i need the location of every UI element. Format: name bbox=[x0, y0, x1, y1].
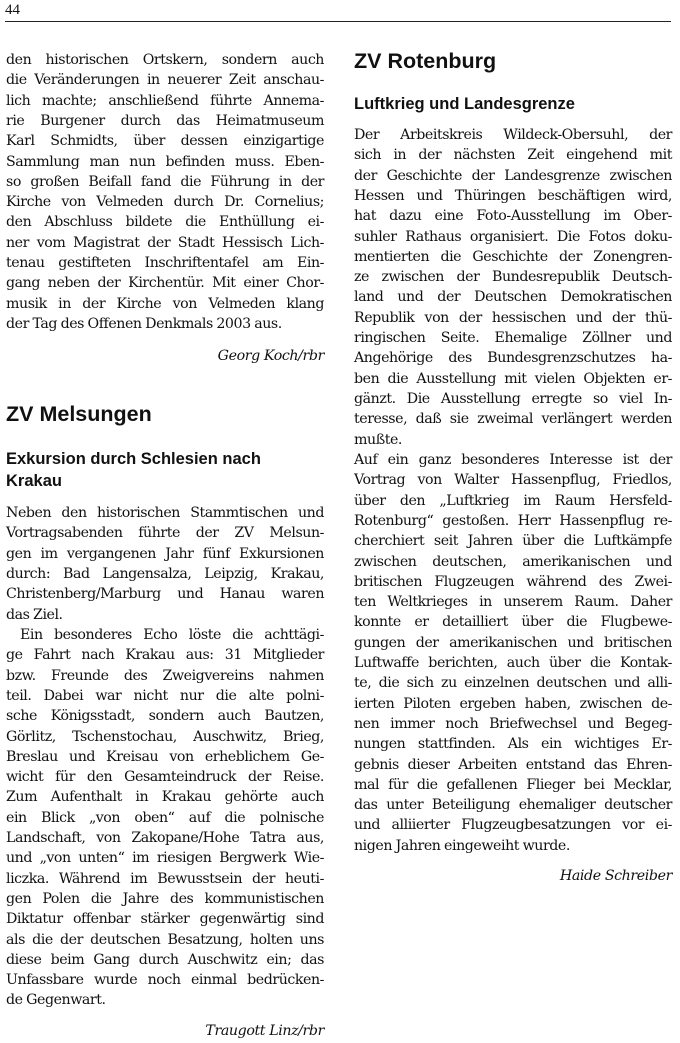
section-heading: ZV Melsungen bbox=[6, 402, 152, 426]
text-line: gebnis dieser Arbeiten entstand das Ehren- bbox=[354, 756, 672, 773]
text-line: Ein besonderes Echo löste die achttägi- bbox=[20, 627, 324, 643]
text-line: gen im vergangenen Jahr fünf Exkursionen bbox=[6, 545, 324, 562]
text-line: Hessen und Thüringen beschäftigen wird, bbox=[354, 187, 672, 204]
article-signature: Georg Koch/rbr bbox=[217, 348, 324, 364]
text-line: gang neben der Kirchentür. Mit einer Chor- bbox=[6, 275, 324, 292]
text-line: so großen Beifall fand die Führung in der bbox=[6, 173, 324, 190]
text-line: cherchiert seit Jahren über die Luftkämpfe bbox=[354, 533, 672, 550]
text-line: britischen Flugzeugen während des Zwei- bbox=[354, 573, 672, 590]
page-number: 44 bbox=[5, 2, 20, 18]
text-line: wicht für den Gesamteindruck der Reise. bbox=[6, 769, 324, 786]
text-line: Zum Aufenthalt in Krakau gehörte auch bbox=[6, 789, 324, 806]
text-line: Sammlung man nun befinden muss. Eben- bbox=[6, 153, 324, 170]
text-line: de Gegenwart. bbox=[6, 992, 106, 1009]
text-line: den Abschluss bildete die Enthüllung ei- bbox=[6, 214, 324, 231]
text-line: ben die Ausstellung mit vielen Objekten er- bbox=[354, 370, 672, 387]
text-line: Görlitz, Tschenstochau, Auschwitz, Brieg, bbox=[6, 728, 324, 745]
text-line: den historischen Ortskern, sondern auch bbox=[6, 52, 324, 68]
text-line: Karl Schmidts, über dessen einzigartige bbox=[6, 133, 324, 150]
text-line: hat dazu eine Foto-Ausstellung im Ober- bbox=[354, 208, 672, 225]
text-line: ze zwischen der Bundesrepublik Deutsch- bbox=[354, 269, 672, 286]
text-line: gungen der amerikanischen und britischen bbox=[354, 634, 672, 651]
text-line: Der Arbeitskreis Wildeck-Obersuhl, der bbox=[354, 127, 672, 143]
text-line: Vortrag von Walter Hassenpflug, Friedlos, bbox=[354, 472, 672, 489]
text-line: durch: Bad Langensalza, Leipzig, Krakau, bbox=[6, 565, 324, 582]
text-line: mußte. bbox=[354, 431, 402, 448]
text-line: Republik von der hessischen und der thü- bbox=[354, 309, 672, 326]
text-line: lich machte; anschließend führte Annema- bbox=[6, 92, 324, 109]
text-line: ner vom Magistrat der Stadt Hessisch Lich- bbox=[6, 234, 324, 251]
text-line: Auf ein ganz besonderes Interesse ist der bbox=[354, 452, 672, 468]
text-line: gänzt. Die Ausstellung erregte so viel In- bbox=[354, 390, 672, 407]
text-line: das Ziel. bbox=[6, 606, 63, 623]
text-line: teil. Dabei war nicht nur die alte polni- bbox=[6, 687, 324, 704]
text-line: konnte er detailliert über die Flugbewe- bbox=[354, 614, 672, 631]
text-line: gen Polen die Jahre des kommunistischen bbox=[6, 890, 324, 907]
text-line: als die der deutschen Besatzung, holten uns bbox=[6, 931, 324, 948]
text-line: nungen stattfinden. Als ein wichtiges Er- bbox=[354, 736, 672, 753]
text-line: und alliierter Flugzeugbesatzungen vor ei- bbox=[354, 817, 672, 834]
text-line: nigen Jahren eingeweiht wurde. bbox=[354, 837, 570, 854]
text-line: ge Fahrt nach Krakau aus: 31 Mitglieder bbox=[6, 647, 324, 664]
text-line: das unter Beteiligung ehemaliger deutscher bbox=[354, 797, 672, 814]
text-line: ein Blick „von oben“ auf die polnische bbox=[6, 809, 324, 826]
text-line: Luftwaffe berichten, auch über die Kontak- bbox=[354, 655, 672, 671]
article-signature: Traugott Linz/rbr bbox=[205, 1023, 324, 1039]
text-line: mentierten die Geschichte der Zonengren- bbox=[354, 248, 672, 265]
text-line: liczka. Während im Bewusstsein der heuti- bbox=[6, 870, 324, 887]
text-line: ringischen Seite. Ehemalige Zöllner und bbox=[354, 330, 672, 346]
text-line: land und der Deutschen Demokratischen bbox=[354, 289, 672, 306]
text-line: tenau gestifteten Inschriftentafel am Ein- bbox=[6, 255, 324, 271]
text-line: Neben den historischen Stammtischen und bbox=[6, 505, 324, 521]
text-line: Kirche von Velmeden durch Dr. Cornelius; bbox=[6, 194, 324, 211]
text-line: der Geschichte der Landesgrenze zwischen bbox=[354, 167, 672, 184]
text-line: Diktatur offenbar stärker gegenwärtig sind bbox=[6, 911, 324, 928]
article-subheading: Luftkrieg und Landesgrenze bbox=[354, 95, 575, 113]
text-line: te, die sich zu einzelnen deutschen und alli- bbox=[354, 675, 672, 692]
text-line: teresse, daß sie zweimal verlängert werden bbox=[354, 411, 672, 428]
text-line: bzw. Freunde des Zweigvereins nahmen bbox=[6, 667, 324, 684]
section-heading: ZV Rotenburg bbox=[354, 49, 497, 73]
text-line: zwischen deutschen, amerikanischen und bbox=[354, 553, 672, 570]
text-line: ten Weltkrieges in unserem Raum. Daher bbox=[354, 594, 672, 611]
text-line: diese beim Gang durch Auschwitz ein; das bbox=[6, 951, 324, 968]
text-line: Rotenburg“ gestoßen. Herr Hassenpflug re- bbox=[354, 512, 672, 529]
article-signature: Haide Schreiber bbox=[559, 868, 672, 884]
text-line: Unfassbare wurde noch einmal bedrücken- bbox=[6, 972, 324, 989]
article-subheading-line-1: Exkursion durch Schlesien nach bbox=[6, 450, 261, 468]
text-line: musik in der Kirche von Velmeden klang bbox=[6, 295, 324, 312]
text-line: rie Burgener durch das Heimatmuseum bbox=[6, 112, 324, 129]
text-line: sche Königsstadt, sondern auch Bautzen, bbox=[6, 708, 324, 725]
text-line: nen immer noch Briefwechsel und Begeg- bbox=[354, 715, 672, 732]
text-line: Angehörige des Bundesgrenzschutzes ha- bbox=[354, 350, 672, 367]
text-line: Landschaft, von Zakopane/Hohe Tatra aus, bbox=[6, 830, 324, 846]
text-line: Vortragsabenden führte der ZV Melsun- bbox=[6, 525, 324, 542]
header-rule bbox=[5, 21, 671, 22]
text-line: über den „Luftkrieg im Raum Hersfeld- bbox=[354, 492, 672, 509]
text-line: die Veränderungen in neuerer Zeit anschau- bbox=[6, 72, 324, 89]
text-line: sich in der nächsten Zeit eingehend mit bbox=[354, 147, 672, 164]
text-line: Christenberg/Marburg und Hanau waren bbox=[6, 586, 324, 603]
text-line: und „von unten“ im riesigen Bergwerk Wie- bbox=[6, 850, 324, 867]
text-line: ierten Piloten ergeben haben, zwischen de- bbox=[354, 695, 672, 712]
article-subheading-line-2: Krakau bbox=[6, 472, 62, 490]
text-line: Breslau und Kreisau von erheblichem Ge- bbox=[6, 748, 324, 765]
text-line: mal für die gefallenen Flieger bei Mecklar, bbox=[354, 776, 672, 793]
text-line: suhler Rathaus organisiert. Die Fotos doku- bbox=[354, 228, 672, 245]
text-line: der Tag des Offenen Denkmals 2003 aus. bbox=[6, 315, 282, 332]
